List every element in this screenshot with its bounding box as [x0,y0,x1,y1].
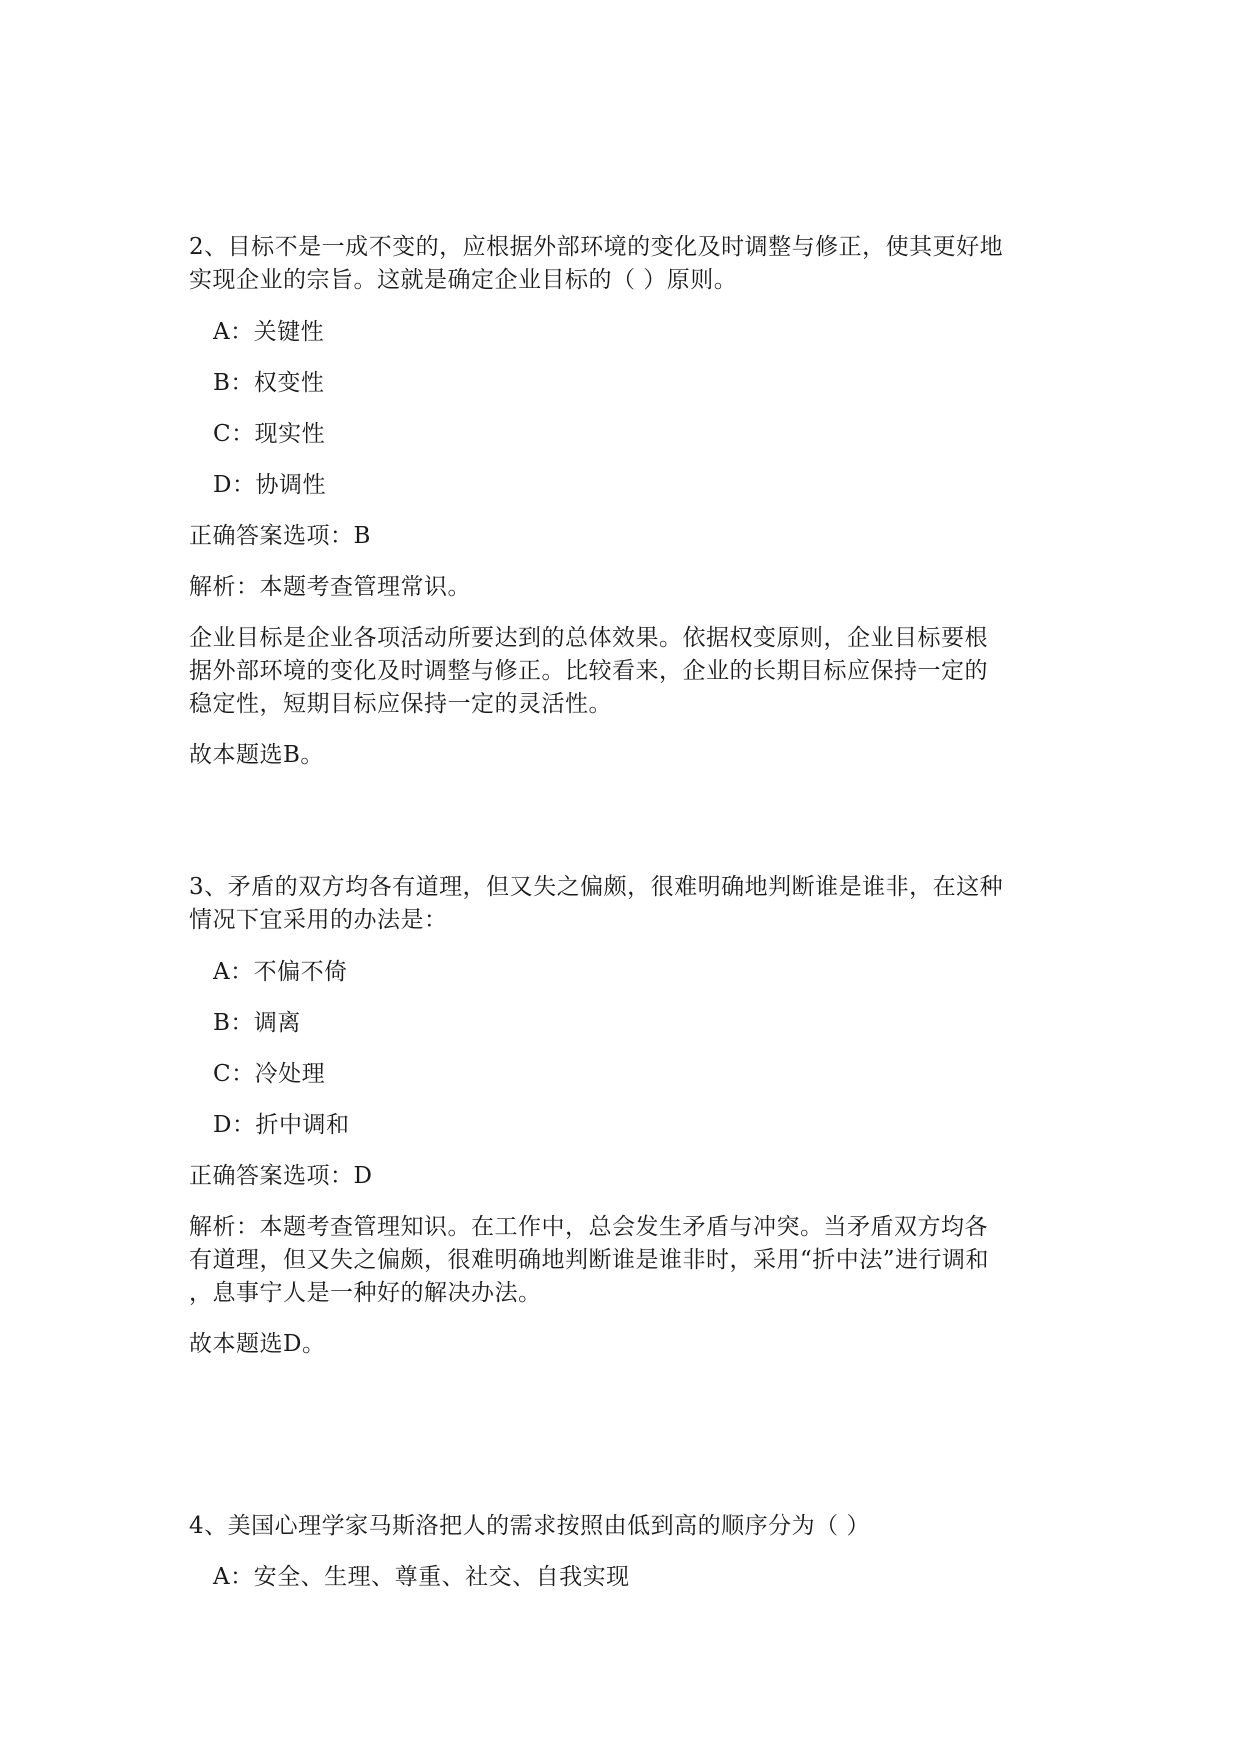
conclusion: 故本题选B。 [189,742,324,768]
option-c: C：现实性 [213,421,326,447]
analysis-line: ，息事宁人是一种好的解决办法。 [189,1280,542,1306]
option-a: A：关键性 [213,319,325,345]
option-b: B：调离 [213,1010,301,1036]
explanation-line: 据外部环境的变化及时调整与修正。比较看来，企业的长期目标应保持一定的 [189,658,988,684]
explanation-line: 稳定性，短期目标应保持一定的灵活性。 [189,691,612,717]
option-a: A：安全、生理、尊重、社交、自我实现 [213,1564,630,1590]
question-stem-line: 实现企业的宗旨。这就是确定企业目标的（ ）原则。 [189,267,738,293]
correct-answer: 正确答案选项：D [189,1163,373,1189]
correct-answer: 正确答案选项：B [189,523,371,549]
question-stem-line: 情况下宜采用的办法是： [189,907,448,933]
option-a: A：不偏不倚 [213,959,348,985]
option-b: B：权变性 [213,370,325,396]
question-stem-line: 3、矛盾的双方均各有道理，但又失之偏颇，很难明确地判断谁是谁非，在这种 [189,874,1004,900]
question-stem-line: 4、美国心理学家马斯洛把人的需求按照由低到高的顺序分为（ ） [189,1513,870,1539]
option-c: C：冷处理 [213,1061,326,1087]
option-d: D：协调性 [213,472,326,498]
analysis-line: 有道理，但又失之偏颇，很难明确地判断谁是谁非时，采用“折中法”进行调和 [189,1247,990,1273]
question-stem-line: 2、目标不是一成不变的，应根据外部环境的变化及时调整与修正，使其更好地 [189,234,1004,260]
explanation-line: 企业目标是企业各项活动所要达到的总体效果。依据权变原则，企业目标要根 [189,625,988,651]
option-d: D：折中调和 [213,1112,350,1138]
analysis-line: 解析：本题考查管理常识。 [189,574,471,600]
conclusion: 故本题选D。 [189,1331,326,1357]
analysis-line: 解析：本题考查管理知识。在工作中，总会发生矛盾与冲突。当矛盾双方均各 [189,1214,988,1240]
